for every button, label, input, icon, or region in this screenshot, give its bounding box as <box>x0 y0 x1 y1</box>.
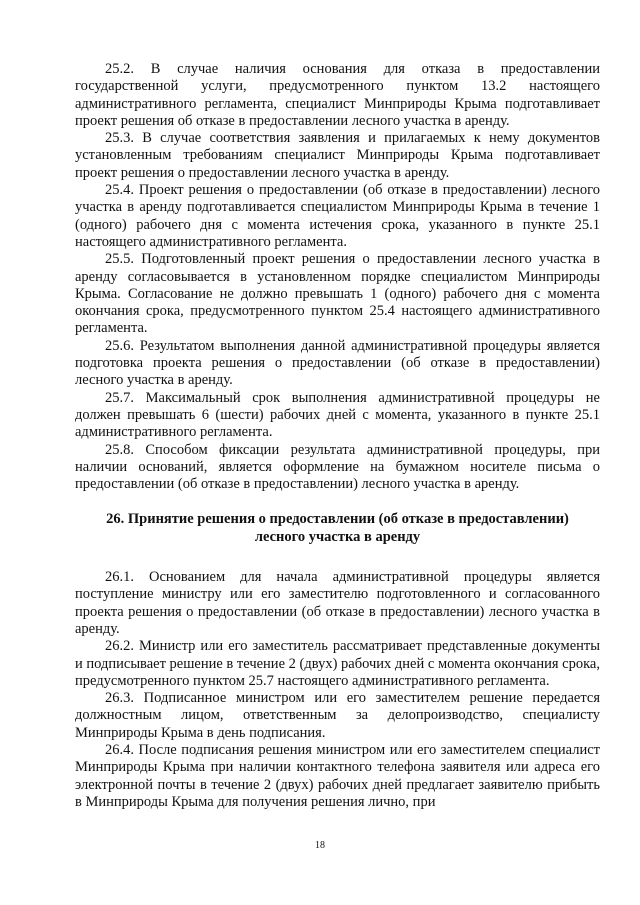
paragraph-25-4: 25.4. Проект решения о предоставлении (об отказе в предоставлении) лесного участка в аренду подготавливается специалистом Минприроды Крыма в течение 1 (одного) рабочего дня с момента истечения срока, указанного в пункте 25.1 настоящего административного регламента. <box>75 182 600 250</box>
section-26-heading <box>75 511 600 546</box>
paragraph-26-4: 26.4. После подписания решения министром или его заместителем специалист Минприроды Крыма при наличии контактного телефона заявителя или адреса его электронной почты в течение 2 (двух) рабочих дней предлагает заявителю прибыть в Минприроды Крыма для получения решения лично, при <box>75 741 600 810</box>
page-number: 18 <box>315 840 325 851</box>
section-26-heading-line1: 26. Принятие решения о предоставлении (об отказе в предоставлении) <box>106 511 569 528</box>
paragraph-25-2: 25.2. В случае наличия основания для отказа в предоставлении государственной услуги, предусмотренного пунктом 13.2 настоящего административного регламента, специалист Минприроды Крыма подготавливает проект решения об отказе в предоставлении лесного участка в аренду. <box>75 61 600 129</box>
paragraph-25-7: 25.7. Максимальный срок выполнения административной процедуры не должен превышать 6 (шести) рабочих дней с момента, указанного в пункте 25.1 административного регламента. <box>75 389 600 441</box>
paragraph-25-5: 25.5. Подготовленный проект решения о предоставлении лесного участка в аренду согласовывается в установленном порядке специалистом Минприроды Крыма. Согласование не должно превышать 1 (одного) рабочего дня с момента окончания срока, предусмотренного пунктом 25.4 настоящего административного регламента. <box>75 251 600 337</box>
paragraph-26-2: 26.2. Министр или его заместитель рассматривает представленные документы и подписывает решение в течение 2 (двух) рабочих дней с момента окончания срока, предусмотренного пунктом 25.7 настоящего административного регламента. <box>75 638 600 689</box>
paragraph-26-3: 26.3. Подписанное министром или его заместителем решение передается должностным лицом, ответственным за делопроизводство, специалисту Минприроды Крыма в день подписания. <box>75 690 600 741</box>
section-26-heading-line2: лесного участка в аренду <box>254 528 421 545</box>
document-page <box>75 61 600 811</box>
paragraph-26-1: 26.1. Основанием для начала административной процедуры является поступление министру или его заместителю подготовленного и согласованного проекта решения о предоставлении (об отказе в предоставлении) лесного участка в аренду. <box>75 569 600 637</box>
paragraph-25-3: 25.3. В случае соответствия заявления и прилагаемых к нему документов установленным требованиям специалист Минприроды Крыма подготавливает проект решения о предоставлении лесного участка в аренду. <box>75 130 600 181</box>
paragraph-25-8: 25.8. Способом фиксации результата административной процедуры, при наличии оснований, является оформление на бумажном носителе письма о предоставлении (об отказе в предоставлении) лесного участка в аренду. <box>75 441 600 493</box>
paragraph-25-6: 25.6. Результатом выполнения данной административной процедуры является подготовка проекта решения о предоставлении (об отказе в предоставлении) лесного участка в аренду. <box>75 337 600 389</box>
